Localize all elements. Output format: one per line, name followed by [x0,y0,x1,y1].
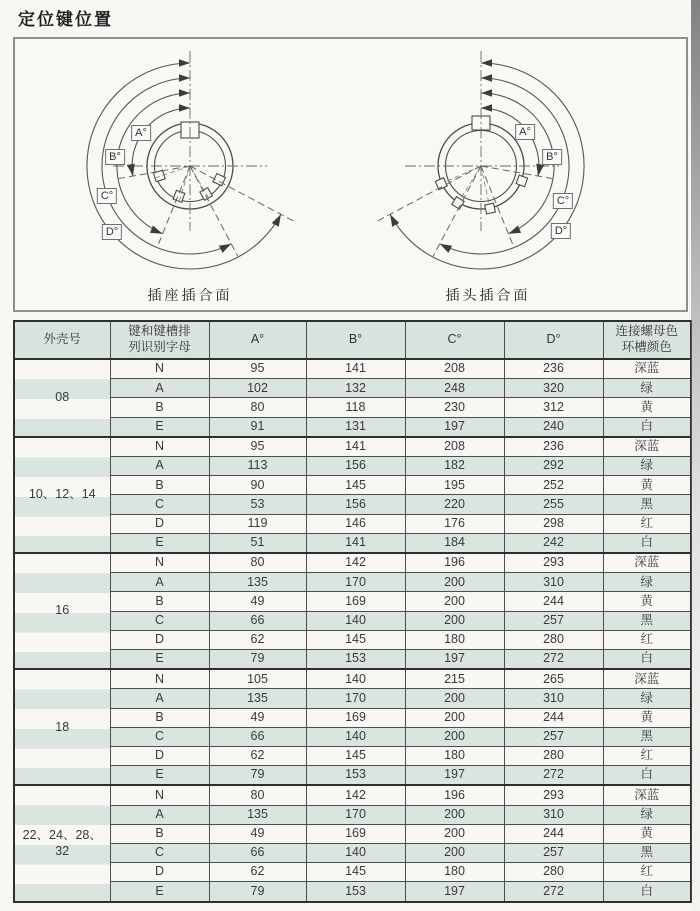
table-row [14,457,691,476]
angle-d-cell: 255 [504,495,603,514]
angle-b-cell: 145 [306,746,405,765]
angle-d-cell: 298 [504,514,603,533]
angle-a-label: A° [131,125,151,141]
key-letter-cell: B [110,708,209,727]
angle-b-cell: 153 [306,649,405,669]
angle-c-cell: 200 [405,592,504,611]
table-row [14,553,691,573]
angle-d-cell: 292 [504,457,603,476]
angle-b-cell: 153 [306,882,405,902]
table-row [14,611,691,630]
angle-d-cell: 310 [504,805,603,824]
header-cell-3: B° [306,321,405,359]
angle-b-cell: 141 [306,437,405,457]
nut-color-cell: 黑 [603,727,691,746]
angle-d-cell: 240 [504,417,603,437]
angle-a-cell: 51 [209,533,306,553]
nut-color-cell: 绿 [603,457,691,476]
nut-color-cell: 黄 [603,824,691,843]
angle-b-cell: 170 [306,689,405,708]
angle-d-cell: 242 [504,533,603,553]
nut-color-cell: 黑 [603,495,691,514]
table-header [14,321,691,359]
angle-a-cell: 135 [209,689,306,708]
key-letter-cell: N [110,553,209,573]
key-position-figure [15,39,686,310]
table-row [14,805,691,824]
angle-b-cell: 140 [306,611,405,630]
angle-c-label: C° [97,188,117,204]
angle-c-cell: 196 [405,785,504,805]
angle-b-cell: 170 [306,805,405,824]
angle-b-cell: 141 [306,533,405,553]
key-letter-cell: N [110,669,209,689]
angle-c-cell: 180 [405,630,504,649]
table-row [14,359,691,379]
page-title: 定位键位置 [18,10,113,29]
key-letter-cell: D [110,514,209,533]
angle-a-cell: 95 [209,437,306,457]
angle-d-cell: 236 [504,437,603,457]
key-letter-cell: B [110,592,209,611]
angle-c-cell: 197 [405,649,504,669]
table-row [14,437,691,457]
angle-b-cell: 145 [306,476,405,495]
table-row [14,766,691,786]
angle-c-cell: 220 [405,495,504,514]
angle-c-cell: 230 [405,398,504,417]
angle-b-label: B° [105,149,125,165]
header-row [14,321,691,359]
angle-b-cell: 140 [306,669,405,689]
angle-c-cell: 200 [405,727,504,746]
key-letter-cell: E [110,533,209,553]
angle-c-cell: 180 [405,746,504,765]
key-letter-cell: D [110,746,209,765]
angle-d-cell: 320 [504,379,603,398]
diagram-panel [13,37,688,312]
angle-d-cell: 272 [504,766,603,786]
angle-a-cell: 102 [209,379,306,398]
key-position-table [13,320,692,903]
angle-b-cell: 141 [306,359,405,379]
angle-d-cell: 272 [504,649,603,669]
nut-color-cell: 红 [603,746,691,765]
angle-c-cell: 200 [405,573,504,592]
key-letter-cell: A [110,457,209,476]
key-letter-cell: D [110,863,209,882]
angle-b-cell: 146 [306,514,405,533]
key-letter-cell: N [110,359,209,379]
nut-color-cell: 黄 [603,708,691,727]
table-row [14,689,691,708]
angle-d-label: D° [551,223,571,239]
angle-a-cell: 119 [209,514,306,533]
angle-d-cell: 265 [504,669,603,689]
angle-c-cell: 197 [405,766,504,786]
key-letter-cell: N [110,785,209,805]
angle-c-cell: 208 [405,437,504,457]
shell-number-cell: 22、24、28、32 [14,785,110,902]
angle-c-cell: 200 [405,689,504,708]
key-letter-cell: E [110,766,209,786]
nut-color-cell: 白 [603,649,691,669]
table-row [14,417,691,437]
nut-color-cell: 黑 [603,844,691,863]
nut-color-cell: 红 [603,514,691,533]
table-row [14,863,691,882]
key-letter-cell: C [110,611,209,630]
nut-color-cell: 深蓝 [603,669,691,689]
angle-d-cell: 236 [504,359,603,379]
key-letter-cell: A [110,573,209,592]
header-cell-4: C° [405,321,504,359]
nut-color-cell: 白 [603,766,691,786]
nut-color-cell: 黄 [603,398,691,417]
shell-number-cell: 08 [14,359,110,437]
angle-a-cell: 62 [209,630,306,649]
angle-b-cell: 145 [306,863,405,882]
angle-a-cell: 91 [209,417,306,437]
angle-d-cell: 257 [504,844,603,863]
nut-color-cell: 深蓝 [603,359,691,379]
angle-d-cell: 272 [504,882,603,902]
key-letter-cell: E [110,882,209,902]
nut-color-cell: 白 [603,882,691,902]
nut-color-cell: 绿 [603,573,691,592]
shell-number-cell: 10、12、14 [14,437,110,553]
angle-b-cell: 131 [306,417,405,437]
header-cell-2: A° [209,321,306,359]
angle-c-cell: 176 [405,514,504,533]
angle-c-cell: 200 [405,611,504,630]
angle-a-cell: 49 [209,824,306,843]
angle-a-cell: 80 [209,398,306,417]
nut-color-cell: 白 [603,417,691,437]
angle-a-cell: 95 [209,359,306,379]
angle-d-cell: 244 [504,824,603,843]
key-letter-cell: A [110,379,209,398]
angle-a-cell: 113 [209,457,306,476]
angle-b-cell: 140 [306,844,405,863]
angle-a-cell: 135 [209,573,306,592]
angle-b-cell: 118 [306,398,405,417]
plug-face-caption: 插头插合面 [445,287,531,303]
angle-c-cell: 197 [405,417,504,437]
header-cell-0: 外壳号 [14,321,110,359]
key-letter-cell: C [110,495,209,514]
table-row [14,379,691,398]
table-body [14,359,691,902]
angle-b-cell: 142 [306,553,405,573]
angle-c-cell: 200 [405,708,504,727]
angle-b-label: B° [542,149,562,165]
angle-b-cell: 156 [306,457,405,476]
table-row [14,824,691,843]
angle-a-cell: 105 [209,669,306,689]
angle-d-cell: 312 [504,398,603,417]
angle-b-cell: 170 [306,573,405,592]
angle-d-cell: 280 [504,630,603,649]
nut-color-cell: 黄 [603,476,691,495]
angle-b-cell: 142 [306,785,405,805]
table-row [14,495,691,514]
angle-c-label: C° [553,193,573,209]
socket-face-caption: 插座插合面 [147,287,233,303]
angle-b-cell: 132 [306,379,405,398]
angle-c-cell: 182 [405,457,504,476]
angle-c-cell: 200 [405,824,504,843]
angle-d-cell: 257 [504,611,603,630]
key-letter-cell: B [110,476,209,495]
angle-d-cell: 257 [504,727,603,746]
nut-color-cell: 绿 [603,805,691,824]
table-row [14,882,691,902]
angle-d-cell: 252 [504,476,603,495]
header-cell-1: 键和键槽排 列识别字母 [110,321,209,359]
angle-b-cell: 169 [306,708,405,727]
table-row [14,592,691,611]
angle-a-cell: 66 [209,844,306,863]
table-row [14,514,691,533]
angle-a-cell: 66 [209,611,306,630]
table-row [14,708,691,727]
header-cell-5: D° [504,321,603,359]
nut-color-cell: 深蓝 [603,553,691,573]
key-letter-cell: B [110,824,209,843]
key-letter-cell: B [110,398,209,417]
angle-c-cell: 195 [405,476,504,495]
table-row [14,669,691,689]
angle-d-cell: 244 [504,592,603,611]
angle-c-cell: 208 [405,359,504,379]
nut-color-cell: 黑 [603,611,691,630]
angle-b-cell: 169 [306,592,405,611]
angle-b-cell: 145 [306,630,405,649]
angle-d-cell: 310 [504,573,603,592]
angle-a-cell: 79 [209,766,306,786]
angle-a-cell: 62 [209,863,306,882]
angle-a-cell: 80 [209,785,306,805]
angle-d-cell: 244 [504,708,603,727]
angle-a-cell: 66 [209,727,306,746]
angle-c-cell: 200 [405,844,504,863]
key-letter-cell: C [110,844,209,863]
angle-a-cell: 79 [209,882,306,902]
table-row [14,727,691,746]
angle-b-cell: 140 [306,727,405,746]
table-row [14,533,691,553]
nut-color-cell: 深蓝 [603,437,691,457]
table-row [14,785,691,805]
table-row [14,746,691,765]
nut-color-cell: 绿 [603,379,691,398]
angle-d-cell: 293 [504,553,603,573]
table-row [14,476,691,495]
angle-c-cell: 180 [405,863,504,882]
nut-color-cell: 红 [603,863,691,882]
shell-number-cell: 18 [14,669,110,785]
angle-c-cell: 196 [405,553,504,573]
key-letter-cell: A [110,805,209,824]
key-letter-cell: E [110,417,209,437]
angle-c-cell: 184 [405,533,504,553]
angle-a-label: A° [515,124,535,140]
table-row [14,398,691,417]
angle-a-cell: 49 [209,708,306,727]
scan-edge-shadow [691,0,700,911]
table-row [14,649,691,669]
angle-c-cell: 200 [405,805,504,824]
angle-d-label: D° [102,224,122,240]
angle-a-cell: 53 [209,495,306,514]
angle-c-cell: 215 [405,669,504,689]
key-letter-cell: C [110,727,209,746]
angle-d-cell: 293 [504,785,603,805]
angle-d-cell: 280 [504,863,603,882]
angle-c-cell: 248 [405,379,504,398]
angle-a-cell: 135 [209,805,306,824]
angle-d-cell: 280 [504,746,603,765]
key-letter-cell: E [110,649,209,669]
nut-color-cell: 深蓝 [603,785,691,805]
table-row [14,844,691,863]
angle-a-cell: 79 [209,649,306,669]
angle-b-cell: 153 [306,766,405,786]
key-letter-cell: N [110,437,209,457]
angle-a-cell: 62 [209,746,306,765]
angle-a-cell: 49 [209,592,306,611]
table-row [14,630,691,649]
nut-color-cell: 白 [603,533,691,553]
angle-b-cell: 156 [306,495,405,514]
angle-a-cell: 90 [209,476,306,495]
nut-color-cell: 红 [603,630,691,649]
nut-color-cell: 黄 [603,592,691,611]
angle-a-cell: 80 [209,553,306,573]
angle-d-cell: 310 [504,689,603,708]
angle-c-cell: 197 [405,882,504,902]
key-letter-cell: D [110,630,209,649]
table-row [14,573,691,592]
shell-number-cell: 16 [14,553,110,669]
angle-b-cell: 169 [306,824,405,843]
nut-color-cell: 绿 [603,689,691,708]
header-cell-6: 连接螺母色 环槽颜色 [603,321,691,359]
key-letter-cell: A [110,689,209,708]
